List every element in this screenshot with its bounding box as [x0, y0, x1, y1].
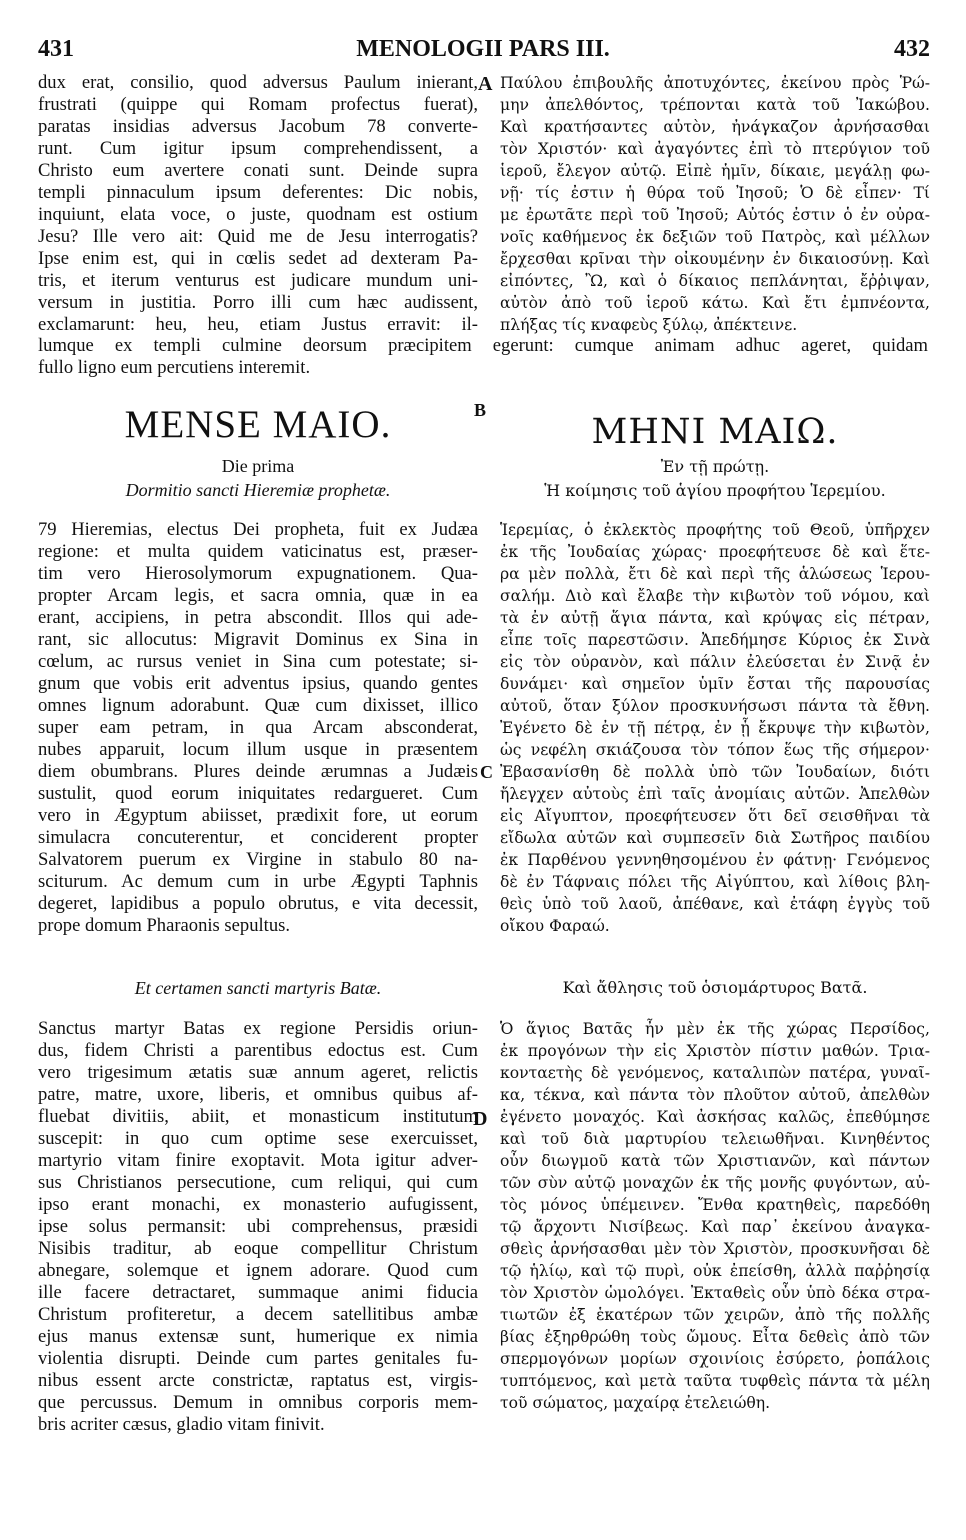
margin-letter-a: A — [478, 73, 493, 95]
text-line: Jesu? Ille vero ait: Quid me de Jesu interrogatis? — [38, 226, 478, 247]
text-line: ἐκ Παρθένου γεννηθησομένου ἐν φάτνῃ· Γενόμενος — [500, 851, 930, 869]
latin-batas-text — [38, 1018, 478, 1436]
text-line: diem obumbrans. Plures deinde ærumnas a Judæis — [38, 761, 478, 782]
text-line: versum in justitia. Porro illi cum hæc audissent, — [38, 292, 478, 313]
greek-batas-text — [500, 1018, 930, 1414]
text-line: frustrati (quippe qui Romam profectus fuerat), — [38, 94, 478, 115]
text-line: ὡς νεφέλη σκιάζουσα τὸν τόπον ἕως τῆς σήμερον· — [500, 741, 930, 759]
page-header — [0, 36, 966, 66]
text-line: simulacra concuterentur, et conciderent propter — [38, 827, 478, 848]
text-line: τὸν Χριστόν· καὶ ἀγαγόντες ἐπὶ τὸ πτερύγιον τοῦ — [500, 140, 930, 158]
text-line: ipso erant monachi, ex monasterio aufugissent, — [38, 1194, 478, 1215]
text-line: νῇ· τίς ἐστιν ἡ θύρα τοῦ Ἰησοῦ; Ὁ δὲ εἶπεν· Τί — [500, 184, 930, 202]
text-line: bris acriter cæsus, gladio vitam finivit. — [38, 1414, 325, 1435]
text-line: templi pinnaculum ipsum deferentes: Dic nobis, — [38, 182, 478, 203]
text-line: vero trigesimum ætatis suæ annum ageret, relictis — [38, 1062, 478, 1083]
text-line: κα, τέκνα, καὶ πάντα τὸν πλοῦτον αὐτοῦ, ἀπελθὼν — [500, 1086, 930, 1104]
latin-batas-subtitle: Et certamen sancti martyris Batæ. — [134, 978, 382, 998]
text-line: τιωτῶν ἐξ ἑκατέρων τῶν χειρῶν, ἀπὸ τῆς πολλῆς — [500, 1306, 930, 1324]
text-line: βίας ἐξηρθρώθη τοὺς ὤμους. Εἶτα δεθεὶς ἀπὸ τῶν — [500, 1328, 930, 1346]
text-line: ἐκ προγόνων τὴν εἰς Χριστὸν πίστιν μαθών. Τρια- — [500, 1042, 930, 1060]
text-line: prope domum Pharaonis sepultus. — [38, 915, 291, 936]
text-line: τὸς μόνος ὑπέμεινεν. Ἔνθα κρατηθεὶς, παρεδόθη — [500, 1196, 930, 1214]
text-line: runt. Cum igitur ipsum comprehendissent, a — [38, 138, 478, 159]
text-line: εἰς Αἴγυπτον, προεφήτευσεν ὅτι δεῖ σεισθῆναι τὰ — [500, 807, 930, 825]
latin-feast-subtitle: Dormitio sancti Hieremiæ prophetæ. — [125, 480, 391, 500]
margin-letter-d: D — [473, 1108, 488, 1130]
page-number-right: 432 — [894, 36, 930, 62]
running-title: MENOLOGII PARS III. — [356, 36, 610, 62]
page-number-left: 431 — [38, 36, 74, 62]
text-line: super eam petram, in qua Arcam absconderat, — [38, 717, 478, 738]
text-line: omnes lignum adorabunt. Quæ cum dixisset, illico — [38, 695, 478, 716]
text-line: nubes apparuit, locum illum usque in præsentem — [38, 739, 478, 760]
text-line: nibus essent arcte constrictæ, raptatus est, virgis- — [38, 1370, 478, 1391]
text-line: vero in Ægyptum abiisset, prædixit fore, ut eorum — [38, 805, 478, 826]
text-line: ἔρχεσθαι κρῖναι τὴν οἰκουμένην ἐν δικαιοσύνῃ. Καὶ — [500, 250, 930, 268]
text-line: ipse solus permansit: ubi comprehensus, præsidi — [38, 1216, 478, 1237]
text-line: martyrio vitam finire exoptavit. Mota igitur adver- — [38, 1150, 478, 1171]
text-line: abnegare, solemque et ignem adorare. Quod cum — [38, 1260, 478, 1281]
text-line: ἐγένετο μοναχός. Καὶ ἀσκήσας καλῶς, ἐπεθύμησε — [500, 1108, 930, 1126]
latin-month-title: MENSE MAIO. — [124, 403, 392, 446]
text-line: erant, accipiens, in petra abscondit. Illos qui ade- — [38, 607, 478, 628]
text-line: εἴδωλα αὐτῶν καὶ συμπεσεῖν διὰ Σωτῆρος παιδίου — [500, 829, 930, 847]
text-line: ejus manus extensæ sunt, humerique ex nimia — [38, 1326, 478, 1347]
text-line: κονταετὴς δὲ γενόμενος, καταλιπὼν πατέρα, γυναῖ- — [500, 1064, 930, 1082]
text-line: Παύλου ἐπιβουλῆς ἀποτυχόντες, ἐκείνου πρὸς Ῥώ- — [500, 74, 930, 92]
text-line: εἰς τὸν οὐρανὸν, καὶ πάλιν ἐλεύσεται ἐν Σινᾷ ἐν — [500, 653, 930, 671]
text-line: gnum que vobis erit adventus ipsius, quando gentes — [38, 673, 478, 694]
text-line: sciturum. Ac demum cum in urbe Ægypti Taphnis — [38, 871, 478, 892]
text-line: 79 Hieremias, electus Dei propheta, fuit ex Judæa — [38, 519, 478, 540]
text-line: ἐκ τῆς Ἰουδαίας χώρας· προεφήτευσε δὲ καὶ ἕτε- — [500, 543, 930, 561]
text-line: δὲ ἐν Τάφναις πόλει τῆς Αἰγύπτου, καὶ λίθοις βλη- — [500, 873, 930, 891]
margin-letter-b: B — [474, 400, 487, 420]
text-line: αὐτοῦ, ὅταν ξύλον προσκυνήσωσι πάντα τὰ ἔθνη. — [500, 697, 930, 715]
text-line: Sanctus martyr Batas ex regione Persidis oriun- — [38, 1018, 478, 1039]
text-line: καὶ τοῦ διὰ μαρτυρίου τελειωθῆναι. Κινηθέντος — [500, 1130, 930, 1148]
text-line: patre, matre, uxore, liberis, et omnibus quibus af- — [38, 1084, 478, 1105]
margin-letter-c: C — [480, 762, 493, 782]
text-line: paratas insidias adversus Jacobum 78 converte- — [38, 116, 478, 137]
text-line: sustulit, quod eorum iniquitates redargueret. Cum — [38, 783, 478, 804]
latin-column-top — [38, 72, 478, 336]
text-line: regione: et multa quidem vaticinatus est, præser- — [38, 541, 478, 562]
text-line: dux erat, consilio, quod adversus Paulum inierant, — [38, 72, 478, 93]
text-line: Ἐβασανίσθη δὲ πολλὰ ὑπὸ τῶν Ἰουδαίων, διότι — [500, 763, 930, 781]
text-line: τῷ ἄρχοντι Νισίβεως. Καὶ παρ᾽ ἐκείνου ἀναγκα- — [500, 1218, 930, 1236]
text-line: fluebat divitiis, abiit, et monasticum institutum — [38, 1106, 478, 1127]
greek-day: Ἐν τῇ πρώτῃ. — [660, 457, 770, 476]
text-line: degeret, lapidibus a populo obrutus, e vita decessit, — [38, 893, 478, 914]
text-line: τῶν σὺν αὐτῷ μοναχῶν ἐκ τῆς μονῆς φυγόντων, αὐ- — [500, 1174, 930, 1192]
text-line: que percussus. Demum in omnibus corporis mem- — [38, 1392, 478, 1413]
greek-hieremias-text — [500, 519, 930, 937]
text-line: propter Arcam legis, et sacra omnia, quæ in ea — [38, 585, 478, 606]
text-line: τοῦ σώματος, μαχαίρᾳ ἐτελειώθη. — [500, 1394, 771, 1412]
text-line: Ipse enim est, qui in cœlis sedet ad dexteram Pa- — [38, 248, 478, 269]
text-line: Nisibis traditur, ab eoque compellitur Christum — [38, 1238, 478, 1259]
text-line: ille facere detractaret, summaque animi fiducia — [38, 1282, 478, 1303]
text-line: σαλήμ. Διὸ καὶ ἔλαβε τὴν κιβωτὸν τοῦ νόμου, καὶ — [500, 587, 930, 605]
text-line: exclamarunt: heu, heu, etiam Justus erravit: il- — [38, 314, 478, 335]
text-line: Ἱερεμίας, ὁ ἐκλεκτὸς προφήτης τοῦ Θεοῦ, ὑπῆρχεν — [500, 521, 930, 539]
greek-column-top — [500, 72, 930, 336]
text-line: εἶπε τοῖς παρεστῶσιν. Ἀπεδήμησε Κύριος ἐκ Σινὰ — [500, 631, 930, 649]
text-line: τὸν Χριστὸν ὡμολόγει. Ἐκταθεὶς οὖν ὑπὸ δέκα στρα- — [500, 1284, 930, 1302]
text-line: Christo eum avertere conati sunt. Deinde supra — [38, 160, 478, 181]
greek-feast-subtitle: Ἡ κοίμησις τοῦ ἁγίου προφήτου Ἱερεμίου. — [544, 481, 886, 500]
text-line: inquiunt, elata voce, o juste, quodnam est ostium — [38, 204, 478, 225]
text-line: θεὶς ὑπὸ τοῦ λαοῦ, ἀπέθανε, καὶ ἐτάφη ἐγγὺς τοῦ — [500, 895, 930, 913]
text-line: ἱεροῦ, ἔλεγον αὐτῷ. Εἰπὲ ἡμῖν, δίκαιε, μεγάλῃ φω- — [500, 162, 930, 180]
text-line: οἴκου Φαραώ. — [500, 917, 610, 935]
text-line: rant, sic allocutus: Migravit Dominus ex Sina in — [38, 629, 478, 650]
text-line: σπερμογόνων μορίων σχοινίοις ἐσύρετο, ῥοπάλοις — [500, 1350, 930, 1368]
text-line: τῷ ἡλίῳ, καὶ τῷ πυρὶ, οὐκ ἐπείσθη, ἀλλὰ παῤῥησίᾳ — [500, 1262, 930, 1280]
text-line: Christum profiteretur, a decem satellitibus ambæ — [38, 1304, 478, 1325]
latin-day: Die prima — [221, 456, 295, 476]
latin-hieremias-text — [38, 519, 478, 937]
text-line: tim vero Hierosolymorum expugnationem. Qua- — [38, 563, 478, 584]
text-line: Salvatorem puerum ex Virgine in stabulo 80 na- — [38, 849, 478, 870]
text-line: Καὶ κρατήσαντες αὐτὸν, ἠνάγκαζον ἀρνήσασθαι — [500, 118, 930, 136]
text-line: ἤλεγχεν αὐτοὺς ἐπὶ ταῖς ἀνομίαις αὐτῶν. Ἀπελθὼν — [500, 785, 930, 803]
text-line: οὖν διωγμοῦ κατὰ τῶν Χριστιανῶν, καὶ πάντων — [500, 1152, 930, 1170]
text-line: τυπτόμενος, καὶ μετὰ ταῦτα τυφθεὶς πάντα τὰ μέλη — [500, 1372, 930, 1390]
text-line: σθεὶς ἀρνήσασθαι μὲν τὸν Χριστὸν, προσκυνῆσαι δὲ — [500, 1240, 930, 1258]
text-line: tris, et iterum venturus est judicare mundum uni- — [38, 270, 478, 291]
text-line: ρα μὲν πολλὰ, ἔτι δὲ καὶ περὶ τῆς ἁλώσεως Ἱερου- — [500, 565, 930, 583]
full-width-line: lumque ex templi culmine deorsum præcipitem egerunt: cumque animam adhuc ageret, quidam — [38, 335, 928, 356]
text-line: μην ἀπελθόντος, τρέπονται κατὰ τοῦ Ἰακώβου. — [500, 96, 930, 114]
greek-batas-subtitle: Καὶ ἄθλησις τοῦ ὁσιομάρτυρος Βατᾶ. — [562, 978, 868, 997]
text-line: cœlum, ac rursus veniet in Sina cum potestate; si- — [38, 651, 478, 672]
greek-month-title: ΜΗΝΙ ΜΑΙΩ. — [591, 412, 839, 452]
text-line: πλήξας τίς κναφεὺς ξύλῳ, ἀπέκτεινε. — [500, 316, 798, 334]
text-line: sus Christianos persecutione, cum reliqui, qui cum — [38, 1172, 478, 1193]
text-line: dus, fidem Christi a parentibus edoctus est. Cum — [38, 1040, 478, 1061]
text-line: Ὁ ἅγιος Βατᾶς ἦν μὲν ἐκ τῆς χώρας Περσίδος, — [500, 1020, 930, 1038]
text-line: εἰπόντες, Ὢ, καὶ ὁ δίκαιος πεπλάνηται, ἔῤῥιψαν, — [500, 272, 930, 290]
text-line: Ἐγένετο δὲ ἐν τῇ πέτρᾳ, ἐν ᾗ ἔκρυψε τὴν κιβωτὸν, — [500, 719, 930, 737]
text-line: τὰ ἐν αὐτῇ ἅγια πάντα, καὶ κρύψας εἰς πέτραν, — [500, 609, 930, 627]
latin-closing-line: fullo ligno eum percutiens interemit. — [38, 357, 311, 378]
text-line: με ἐρωτᾶτε περὶ τοῦ Ἰησοῦ; Αὐτός ἐστιν ὁ ἐν οὐρα- — [500, 206, 930, 224]
text-line: δυνάμει· καὶ σημεῖον ὑμῖν ἔσται τῆς παρουσίας — [500, 675, 930, 693]
text-line: suscepit: in quo cum optime sese exercuisset, — [38, 1128, 478, 1149]
text-line: αὐτὸν ἀπὸ τοῦ ἱεροῦ κάτω. Καὶ ἔτι ἐμπνέοντα, — [500, 294, 930, 312]
text-line: νοῖς καθήμενος ἐκ δεξιῶν τοῦ Πατρὸς, καὶ μέλλων — [500, 228, 930, 246]
text-line: violentia disrupti. Deinde cum partes genitales fu- — [38, 1348, 478, 1369]
